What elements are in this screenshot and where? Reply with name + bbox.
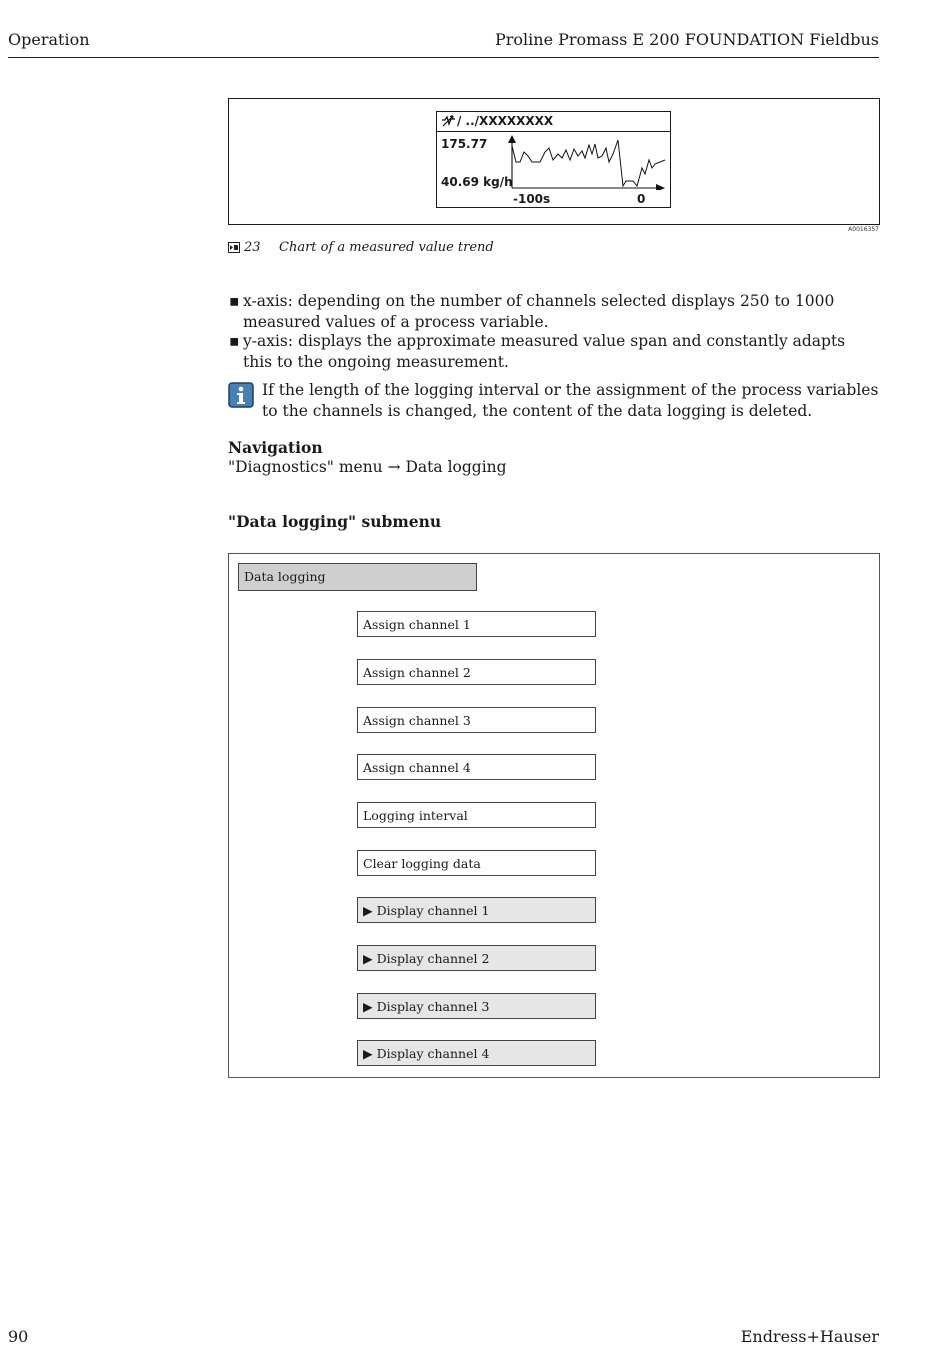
menu-item-assign-channel-4[interactable]: Assign channel 4: [357, 754, 596, 780]
figure-id: A0016357: [848, 226, 879, 233]
bullet-marker: ▪: [229, 292, 240, 310]
header-section: Operation: [8, 30, 90, 49]
page-number: 90: [8, 1327, 29, 1346]
display-x-start: -100s: [513, 192, 551, 206]
info-icon: [228, 382, 254, 408]
device-display: [436, 111, 671, 208]
display-y-min: 40.69 kg/h: [441, 175, 513, 189]
menu-item-assign-channel-2[interactable]: Assign channel 2: [357, 659, 596, 685]
trend-graph: [505, 134, 667, 190]
navigation-heading: Navigation: [228, 438, 323, 457]
submenu-display-channel-2[interactable]: ▶ Display channel 2: [357, 945, 596, 971]
display-titlebar: [437, 112, 670, 132]
note-text: If the length of the logging interval or the assignment of the process variables to the channels is changed, the content of the data logging is deleted.: [262, 381, 879, 420]
submenu-display-channel-3[interactable]: ▶ Display channel 3: [357, 993, 596, 1019]
menu-item-assign-channel-1[interactable]: Assign channel 1: [357, 611, 596, 637]
display-x-end: 0: [637, 192, 646, 206]
bullet-item: [229, 331, 879, 372]
submenu-display-channel-1[interactable]: ▶ Display channel 1: [357, 897, 596, 923]
submenu-display-channel-4[interactable]: ▶ Display channel 4: [357, 1040, 596, 1066]
header-product: Proline Promass E 200 FOUNDATION Fieldbus: [494, 30, 879, 49]
display-y-max: 175.77: [441, 137, 488, 151]
menu-root-data-logging[interactable]: Data logging: [238, 563, 477, 591]
x-axis-arrow: [656, 184, 665, 190]
bullet-marker: ▪: [229, 332, 240, 350]
caption-number: 23: [244, 240, 261, 255]
menu-item-clear-logging-data[interactable]: Clear logging data: [357, 850, 596, 876]
trend-icon: [441, 115, 456, 128]
trend-line: [512, 140, 665, 186]
bullet-text-x-axis: x-axis: depending on the number of channels selected displays 250 to 1000 measured values of a process variable.: [243, 292, 835, 331]
y-axis-arrow: [508, 135, 516, 143]
footer-company: Endress+Hauser: [740, 1327, 879, 1346]
submenu-heading: "Data logging" submenu: [228, 512, 442, 531]
menu-item-logging-interval[interactable]: Logging interval: [357, 802, 596, 828]
navigation-path: "Diagnostics" menu → Data logging: [228, 458, 507, 476]
display-title-path: / ../XXXXXXXX: [457, 114, 554, 128]
bullet-text-y-axis: y-axis: displays the approximate measured value span and constantly adapts this to the ongoing measurement.: [243, 332, 846, 371]
bullet-item: [229, 291, 879, 332]
menu-item-assign-channel-3[interactable]: Assign channel 3: [357, 707, 596, 733]
figure-icon: [228, 242, 240, 253]
caption-text: Chart of a measured value trend: [279, 240, 494, 255]
header-rule: [8, 57, 879, 58]
